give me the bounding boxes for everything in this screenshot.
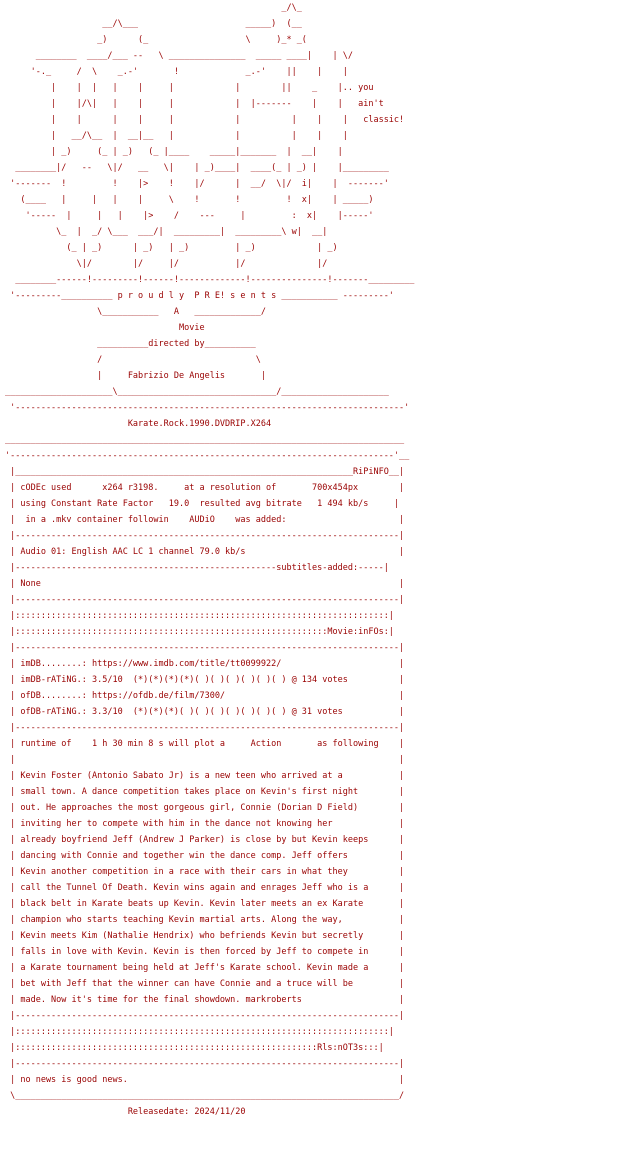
nfo-line: ______________________________________________________________________________ — [5, 435, 405, 445]
nfo-line — [5, 1136, 414, 1152]
nfo-line — [5, 1120, 414, 1136]
nfo-line: '------- ! ! |> ! |/ | __/ \|/ i| | -------' — [5, 179, 389, 189]
nfo-line: | champion who starts teaching Kevin martial arts. Along the way, | — [5, 915, 405, 925]
nfo-line: | using Constant Rate Factor 19.0 resulted avg bitrate 1 494 kb/s | — [5, 499, 400, 509]
nfo-line: | bet with Jeff that the winner can have Connie and a truce will be | — [5, 979, 405, 989]
nfo-line: | in a .mkv container followin AUDiO was added: | — [5, 515, 405, 525]
nfo-line: | call the Tunnel Of Death. Kevin wins again and enrages Jeff who is a | — [5, 883, 405, 893]
nfo-line: |---------------------------------------------------------------------------| — [5, 643, 405, 653]
nfo-line: '---------__________ p r o u d l y P R E! s e n t s ___________ ---------' — [5, 291, 394, 301]
nfo-line: |---------------------------------------------------------------------------| — [5, 1059, 405, 1069]
nfo-line: | falls in love with Kevin. Kevin is then forced by Jeff to compete in | — [5, 947, 405, 957]
nfo-line: | ofDB........: https://ofdb.de/film/7300/ | — [5, 691, 405, 701]
nfo-line: | imDB-rATiNG.: 3.5/10 (*)(*)(*)(*)( )( )( )( )( )( ) @ 134 votes | — [5, 675, 405, 685]
nfo-line: ________------!---------!------!-------------!---------------!-------_________ — [5, 275, 415, 285]
nfo-line: |---------------------------------------------------------------------------| — [5, 595, 405, 605]
nfo-line: |:::::::::::::::::::::::::::::::::::::::::::::::::::::::::::::::::::::::::| — [5, 1027, 394, 1037]
nfo-line: __________directed by__________ — [5, 339, 256, 349]
nfo-line: |:::::::::::::::::::::::::::::::::::::::::::::::::::::::::::::Movie:inFOs:| — [5, 627, 394, 637]
nfo-line: Releasedate: 2024/11/20 — [5, 1107, 246, 1117]
nfo-line: (____ | | | | \ ! ! ! x| | _____) — [5, 195, 374, 205]
nfo-line: \|/ |/ |/ |/ |/ — [5, 259, 328, 269]
nfo-line: | | | | | | | || _ |.. you — [5, 83, 374, 93]
nfo-line: \_ | _/ \___ ___/| _________| _________\ w| __| — [5, 227, 328, 237]
nfo-line: |__________________________________________________________________RiPiNFO__| — [5, 467, 405, 477]
nfo-line: \___________________________________________________________________________/ — [5, 1091, 405, 1101]
nfo-line: | runtime of 1 h 30 min 8 s will plot a Action as following | — [5, 739, 405, 749]
nfo-line: | Kevin Foster (Antonio Sabato Jr) is a new teen who arrived at a | — [5, 771, 405, 781]
nfo-line: | Audio 01: English AAC LC 1 channel 79.0 kb/s | — [5, 547, 405, 557]
nfo-line: Karate.Rock.1990.DVDRIP.X264 — [5, 419, 272, 429]
nfo-line: | Kevin meets Kim (Nathalie Hendrix) who befriends Kevin but secretly | — [5, 931, 405, 941]
nfo-line: ________ ____/___ -- \ _______________ _____ ____| | \/ — [5, 51, 353, 61]
nfo-line: \___________ A _____________/ — [5, 307, 266, 317]
nfo-line: / \ — [5, 355, 261, 365]
nfo-line: |---------------------------------------------------------------------------| — [5, 723, 405, 733]
nfo-line: | black belt in Karate beats up Kevin. Kevin later meets an ex Karate | — [5, 899, 405, 909]
nfo-line: | no news is good news. | — [5, 1075, 405, 1085]
nfo-line: |---------------------------------------------------subtitles-added:-----| — [5, 563, 389, 573]
nfo-line: | _) (_ | _) (_ |____ _____|_______ | __| | — [5, 147, 343, 157]
nfo-line: __/\___ _____) (__ — [5, 19, 302, 29]
nfo-line: | Kevin another competition in a race with their cars in what they | — [5, 867, 405, 877]
nfo-line: | a Karate tournament being held at Jeff's Karate school. Kevin made a | — [5, 963, 405, 973]
nfo-line: | out. He approaches the most gorgeous girl, Connie (Dorian D Field) | — [5, 803, 405, 813]
nfo-line: | cODEc used x264 r3198. at a resolution of 700x454px | — [5, 483, 405, 493]
nfo-line: ________|/ -- \|/ __ \| | _)____| ____(_ | _) | |_________ — [5, 163, 389, 173]
nfo-line: |---------------------------------------------------------------------------| — [5, 1011, 405, 1021]
nfo-line: |---------------------------------------------------------------------------| — [5, 531, 405, 541]
nfo-line: | made. Now it's time for the final showdown. markroberts | — [5, 995, 405, 1005]
nfo-line: | | | | | | | | | classic! — [5, 115, 405, 125]
nfo-line: '---------------------------------------------------------------------------'__ — [5, 451, 410, 461]
nfo-line: | inviting her to compete with him in the dance not knowing her | — [5, 819, 405, 829]
nfo-line: '----- | | | |> / --- | : x| |-----' — [5, 211, 374, 221]
nfo-line: _/\_ — [5, 3, 302, 13]
nfo-line: (_ | _) | _) | _) | _) | _) — [5, 243, 338, 253]
nfo-line: Movie — [5, 323, 205, 333]
nfo-line: |:::::::::::::::::::::::::::::::::::::::::::::::::::::::::::::::::::::::::| — [5, 611, 394, 621]
nfo-line: |:::::::::::::::::::::::::::::::::::::::::::::::::::::::::::Rls:nOT3s:::| — [5, 1043, 384, 1053]
nfo-line: | Fabrizio De Angelis | — [5, 371, 266, 381]
nfo-line: | dancing with Connie and together win the dance comp. Jeff offers | — [5, 851, 405, 861]
nfo-line: | None | — [5, 579, 405, 589]
nfo-line: _____________________\_______________________________/_____________________ — [5, 387, 389, 397]
nfo-line: | already boyfriend Jeff (Andrew J Parker) is close by but Kevin keeps | — [5, 835, 405, 845]
nfo-line: | | — [5, 755, 405, 765]
nfo-line: _) (_ \ )_* _( — [5, 35, 307, 45]
nfo-line: | small town. A dance competition takes place on Kevin's first night | — [5, 787, 405, 797]
nfo-line: | |/\| | | | | |------- | | ain't — [5, 99, 384, 109]
nfo-line: '-._ / \ _.-' ! _.-' || | | — [5, 67, 348, 77]
nfo-line: | imDB........: https://www.imdb.com/title/tt0099922/ | — [5, 659, 405, 669]
nfo-line — [5, 1152, 414, 1168]
nfo-line: | __/\__ | __|__ | | | | | — [5, 131, 348, 141]
nfo-line: '----------------------------------------------------------------------------' — [5, 403, 410, 413]
nfo-line: | ofDB-rATiNG.: 3.3/10 (*)(*)(*)( )( )( )( )( )( )( ) @ 31 votes | — [5, 707, 405, 717]
nfo-text-block — [5, 0, 414, 1168]
